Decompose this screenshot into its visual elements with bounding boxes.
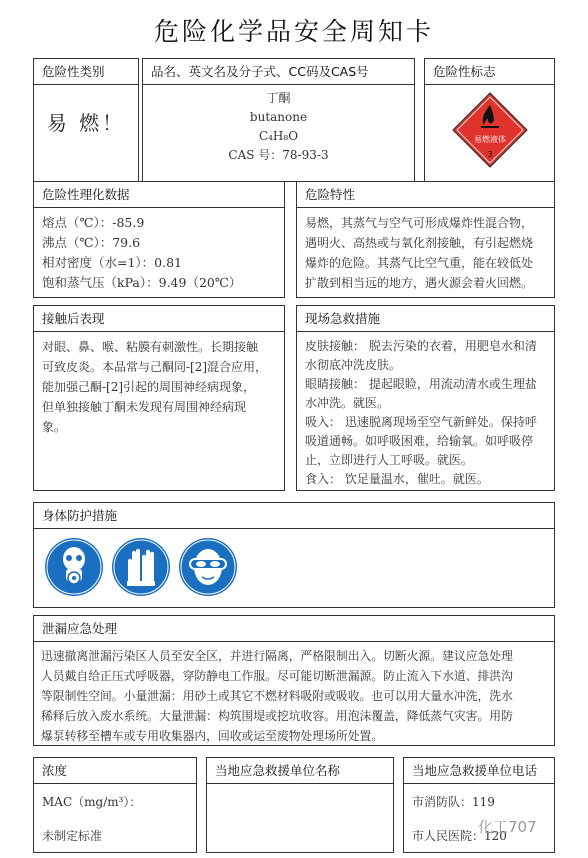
hazard-props-header: 危险特性 bbox=[297, 182, 554, 208]
hazard-class-number: 3 bbox=[487, 150, 493, 159]
concentration-panel bbox=[33, 757, 197, 853]
first-aid-line: 止，立即进行人工呼吸。就医。 bbox=[305, 453, 474, 467]
protection-header: 身体防护措施 bbox=[34, 503, 554, 529]
card-title: 危险化学品安全周知卡 bbox=[153, 17, 434, 46]
spill-line: 迅速撤离泄漏污染区人员至安全区，并进行隔离，严格限制出入。切断火源。建议应急处理 bbox=[41, 649, 513, 663]
hazard-category-value: 易 燃！ bbox=[46, 111, 126, 135]
safety-goggles-icon bbox=[178, 537, 238, 597]
local-unit-panel bbox=[206, 757, 394, 853]
spill-line: 稀释后放入废水系统。大量泄漏：构筑围堤或挖坑收容。用泡沫覆盖，降低蒸气灾害。用防 bbox=[41, 709, 513, 723]
spill-header: 泄漏应急处理 bbox=[34, 616, 554, 642]
hazard-props-line: 易燃，其蒸气与空气可形成爆炸性混合物， bbox=[305, 216, 534, 230]
local-unit-header: 当地应急救援单位名称 bbox=[207, 758, 393, 784]
hazard-props-panel bbox=[296, 181, 555, 298]
fire-brigade-phone: 市消防队：119 bbox=[412, 795, 495, 809]
protective-gloves-icon bbox=[111, 537, 171, 597]
first-aid-line: 皮肤接触： 脱去污染的衣着，用肥皂水和清 bbox=[305, 339, 537, 353]
exposure-line: 象。 bbox=[42, 420, 67, 434]
first-aid-line: 吸道通畅。如呼吸困难，给输氧。如呼吸停 bbox=[305, 434, 534, 448]
identity-panel bbox=[142, 58, 415, 182]
hospital-phone: 市人民医院：120 bbox=[412, 829, 507, 843]
concentration-header: 浓度 bbox=[34, 758, 196, 784]
mac-label: MAC（mg/m³）： bbox=[42, 795, 142, 809]
boiling-point: 沸点（℃）：79.6 bbox=[42, 235, 141, 250]
hazard-sign-label: 易燃液体 bbox=[474, 135, 506, 144]
hazard-sign-panel bbox=[424, 58, 555, 182]
mac-value: 未制定标准 bbox=[42, 829, 103, 843]
local-phone-panel bbox=[403, 757, 555, 853]
spill-line: 人员戴自给正压式呼吸器，穿防静电工作服。尽可能切断泄漏源。防止流入下水道、排洪沟 bbox=[41, 669, 513, 683]
spill-panel bbox=[33, 615, 555, 746]
first-aid-panel bbox=[296, 305, 555, 491]
exposure-line: 对眼、鼻、喉、粘膜有刺激性。长期接触 bbox=[42, 340, 259, 354]
identity-cas: CAS 号：78-93-3 bbox=[228, 148, 329, 162]
hazard-props-line: 遇明火、高热或与氧化剂接触，有引起燃烧 bbox=[305, 236, 534, 250]
physchem-panel bbox=[33, 181, 285, 298]
first-aid-header: 现场急救措施 bbox=[297, 306, 554, 332]
gas-mask-icon bbox=[44, 537, 104, 597]
hazard-sign-header: 危险性标志 bbox=[425, 59, 554, 85]
hazard-props-line: 爆炸的危险。其蒸气比空气重，能在较低处 bbox=[305, 256, 534, 270]
local-phone-header: 当地应急救援单位电话 bbox=[404, 758, 554, 784]
first-aid-line: 眼睛接触： 提起眼睑，用流动清水或生理盐 bbox=[305, 377, 537, 391]
melting-point: 熔点（℃）：-85.9 bbox=[42, 215, 145, 230]
spill-line: 爆泵转移至槽车或专用收集器内，回收或运至废物处理场所处置。 bbox=[41, 729, 384, 743]
first-aid-line: 吸入： 迅速脱离现场至空气新鲜处。保持呼 bbox=[305, 415, 537, 429]
relative-density: 相对密度（水=1）：0.81 bbox=[42, 255, 183, 270]
identity-name-en: butanone bbox=[249, 110, 308, 124]
spill-line: 等限制性空间。小量泄漏：用砂土或其它不燃材料吸附或吸收。也可以用大量水冲洗，洗水 bbox=[41, 689, 513, 703]
first-aid-line: 食入： 饮足量温水，催吐。就医。 bbox=[305, 472, 489, 486]
vapor-pressure: 饱和蒸气压（kPa）：9.49（20℃） bbox=[42, 275, 242, 290]
exposure-line: 可致皮炎。本品常与己酮同-[2]混合应用， bbox=[42, 360, 268, 374]
exposure-panel bbox=[33, 305, 285, 491]
physchem-header: 危险性理化数据 bbox=[34, 182, 284, 208]
first-aid-line: 水彻底冲洗皮肤。 bbox=[305, 358, 402, 372]
watermark: 化工707 bbox=[478, 818, 537, 836]
identity-name-cn: 丁酮 bbox=[266, 91, 291, 105]
hazard-category-panel bbox=[33, 58, 139, 182]
exposure-header: 接触后表现 bbox=[34, 306, 284, 332]
hazard-props-line: 扩散到相当远的地方，遇火源会着火回燃。 bbox=[305, 276, 534, 290]
exposure-line: 但单独接触丁酮未发现有周围神经病现 bbox=[42, 400, 247, 414]
exposure-line: 能加强己酮-[2]引起的周围神经病现象， bbox=[42, 380, 256, 394]
flammable-liquid-diamond-icon bbox=[451, 91, 529, 169]
identity-formula: C₄H₈O bbox=[258, 129, 299, 143]
hazard-category-header: 危险性类别 bbox=[34, 59, 138, 85]
first-aid-line: 水冲洗。就医。 bbox=[305, 396, 390, 410]
identity-header: 品名、英文名及分子式、CC码及CAS号 bbox=[143, 59, 414, 85]
